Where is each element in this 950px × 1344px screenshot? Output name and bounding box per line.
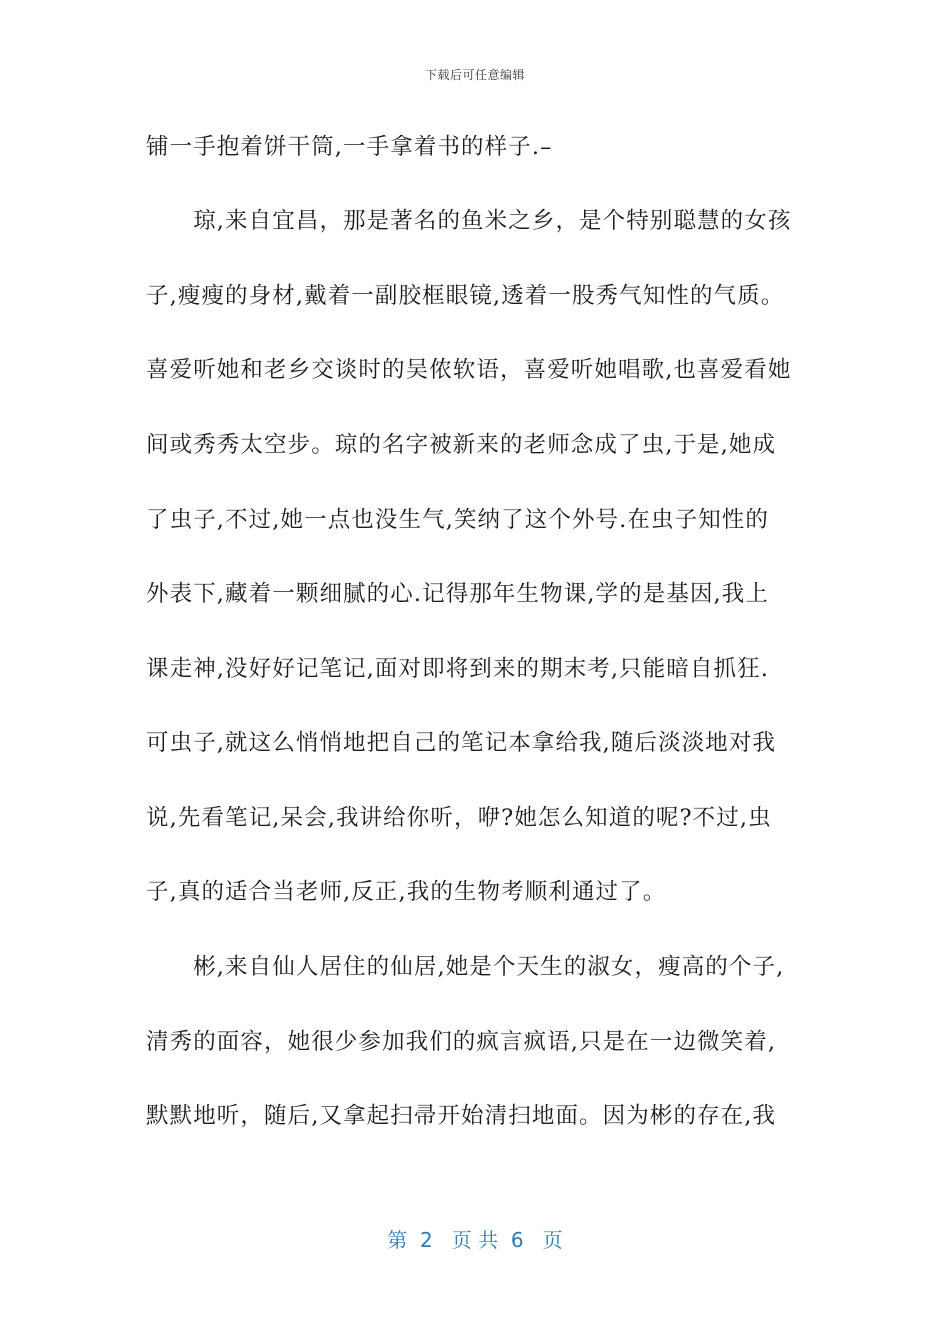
text-line: 喜爱听她和老乡交谈时的吴侬软语，喜爱听她唱歌,也喜爱看她 <box>146 357 792 383</box>
text-line: 了虫子,不过,她一点也没生气,笑纳了这个外号.在虫子知性的 <box>146 507 770 533</box>
text-line: 彬,来自仙人居住的仙居,她是个天生的淑女，瘦高的个子, <box>146 954 785 980</box>
text-line: 间或秀秀太空步。琼的名字被新来的老师念成了虫,于是,她成 <box>146 432 777 458</box>
text-line: 琼,来自宜昌，那是著名的鱼米之乡，是个特别聪慧的女孩 <box>146 208 792 234</box>
text-line: 清秀的面容，她很少参加我们的疯言疯语,只是在一边微笑着, <box>146 1029 777 1055</box>
page-header: 下载后可任意编辑 <box>424 68 525 82</box>
text-line: 可虫子,就这么悄悄地把自己的笔记本拿给我,随后淡淡地对我 <box>146 730 777 756</box>
text-line: 子,真的适合当老师,反正,我的生物考顺利通过了。 <box>146 879 667 905</box>
text-line: 说,先看笔记,呆会,我讲给你听，咿?她怎么知道的呢?不过,虫 <box>146 805 772 831</box>
text-line: 课走神,没好好记笔记,面对即将到来的期末考,只能暗自抓狂. <box>146 656 770 682</box>
page-footer: 第 2 页 共 6 页 <box>387 1228 563 1252</box>
text-line: 外表下,藏着一颗细腻的心.记得那年生物课,学的是基因,我上 <box>146 581 770 607</box>
text-line: 默默地听，随后,又拿起扫帚开始清扫地面。因为彬的存在,我 <box>146 1103 777 1129</box>
text-line: 铺一手抱着饼干筒,一手拿着书的样子.– <box>146 134 553 160</box>
text-line: 子,瘦瘦的身材,戴着一副胶框眼镜,透着一股秀气知性的气质。 <box>146 283 785 309</box>
